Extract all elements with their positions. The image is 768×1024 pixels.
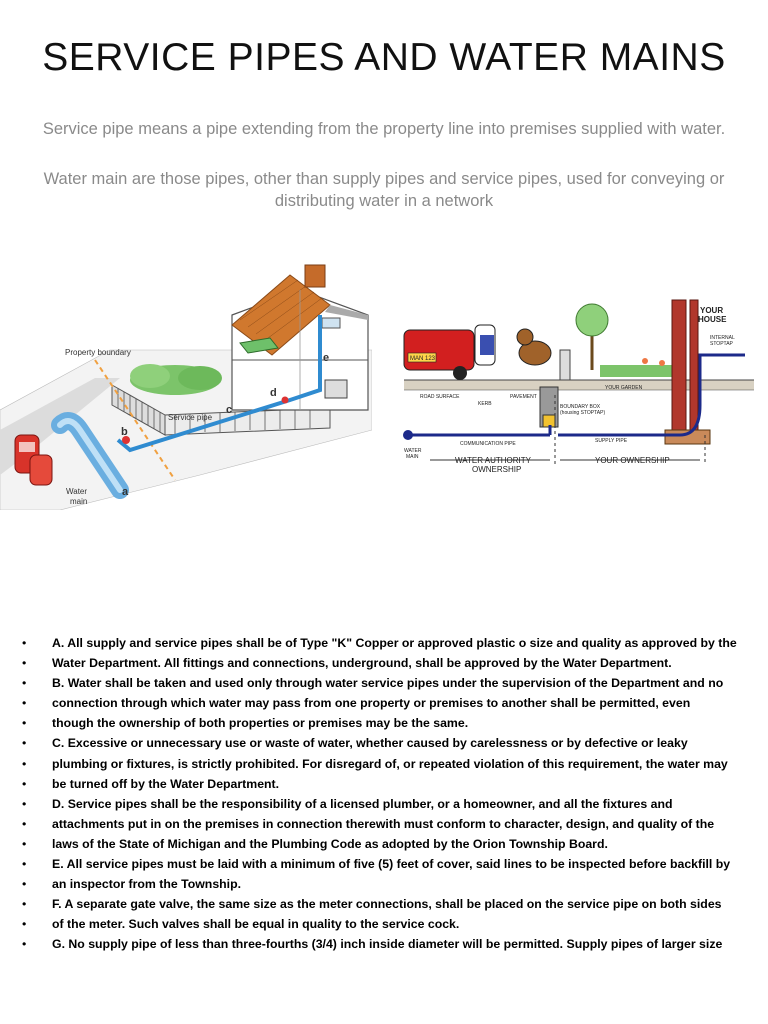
water-main-definition: Water main are those pipes, other than supply pipes and service pipes, used for conveying or distributing water in a network [43,170,725,210]
label-road-surface: ROAD SURFACE [420,394,460,400]
rules-list [0,636,768,958]
label-your-ownership: YOUR OWNERSHIP [595,456,670,465]
label-water-main-2: main [70,497,88,506]
label-water-authority-1: WATER AUTHORITY [455,456,531,465]
list-item: • E. All service pipes must be laid with a minimum of five (5) feet of cover, said lines to be inspected before backfill by [22,857,731,872]
ownership-diagram [400,295,762,485]
label-water-main-r1: WATER [404,448,422,454]
label-e: e [323,352,330,364]
label-property-boundary: Property boundary [65,348,131,357]
label-water-authority-2: OWNERSHIP [472,465,522,474]
label-a: a [122,486,129,498]
list-item: • though the ownership of both properties or premises may be the same. [22,716,469,731]
list-item: • F. A separate gate valve, the same size as the meter connections, shall be placed on the service pipe on both sides [22,897,722,912]
service-pipe-definition: Service pipe means a pipe extending from the property line into premises supplied with water. [42,120,726,138]
label-supply-pipe: SUPPLY PIPE [595,438,628,444]
label-internal-stoptap-2: STOPTAP [710,341,733,347]
list-item: • of the meter. Such valves shall be equal in quality to the service cock. [22,917,460,932]
service-pipe-illustration [0,260,372,510]
label-your-house-2: HOUSE [698,315,727,324]
label-water-main-1: Water [66,487,88,496]
label-service-pipe: Service pipe [168,413,213,422]
label-your-garden: YOUR GARDEN [605,385,643,391]
list-item: • plumbing or fixtures, is strictly prohibited. For disregard of, or repeated violation of this requirement, the water may [22,756,728,771]
list-item: • an inspector from the Township. [22,877,242,892]
list-item: • B. Water shall be taken and used only through water service pipes under the supervision of the Department and no [22,676,724,691]
list-item: • A. All supply and service pipes shall be of Type "K" Copper or approved plastic o size and quality as approved by the [22,636,737,650]
list-item: • attachments put in on the premises in connection therewith must conform to character, design, and quality of the [22,816,715,831]
list-item: • G. No supply pipe of less than three-fourths (3/4) inch inside diameter will be permitted. Supply pipes of larger size [22,937,723,952]
label-pavement: PAVEMENT [510,394,537,400]
label-boundary-box-1: BOUNDARY BOX [560,404,601,410]
list-item: • C. Excessive or unnecessary use or waste of water, whether caused by carelessness or by defective or leaky [22,736,688,751]
list-item: • connection through which water may pass from one property or premises to another shall be permitted, even [22,696,691,711]
label-b: b [121,426,128,438]
van-plate: MAN 123 [410,356,436,362]
label-kerb: KERB [478,401,492,407]
list-item: • be turned off by the Water Department. [22,776,280,791]
label-c: c [226,404,233,416]
label-water-main-r2: MAIN [406,454,419,460]
list-item: • laws of the State of Michigan and the Plumbing Code as adopted by the Orion Township Board. [22,836,608,851]
label-internal-stoptap-1: INTERNAL [710,335,735,341]
label-d: d [270,387,277,399]
label-communication-pipe: COMMUNICATION PIPE [460,441,516,447]
list-item: • Water Department. All fittings and connections, underground, shall be approved by the Water Department. [22,656,672,671]
label-your-house-1: YOUR [700,306,724,315]
list-item: • D. Service pipes shall be the responsibility of a licensed plumber, or a homeowner, and all the fixtures and [22,796,673,811]
label-boundary-box-2: (housing STOPTAP) [560,410,606,416]
page-title: SERVICE PIPES AND WATER MAINS [42,36,726,79]
